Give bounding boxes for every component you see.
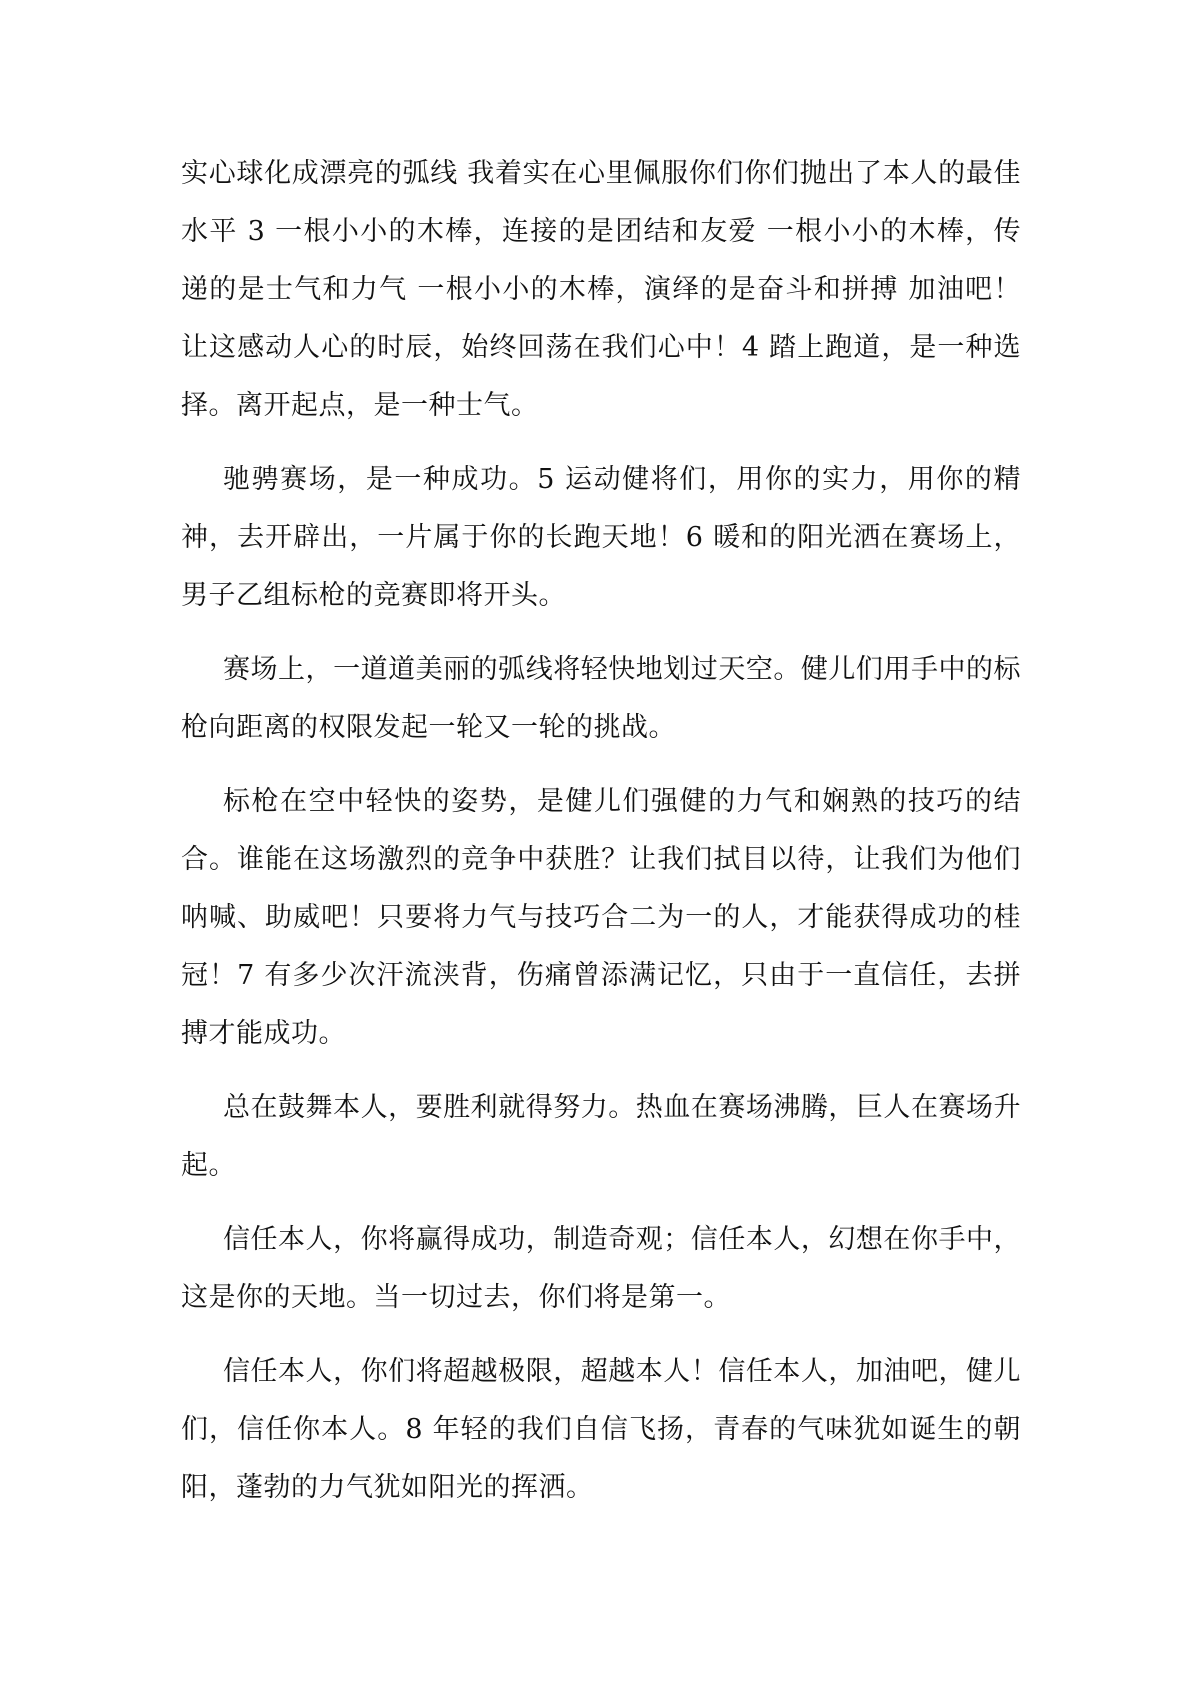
paragraph-6: 信任本人，你将赢得成功，制造奇观；信任本人，幻想在你手中，这是你的天地。当一切过去，你们将是第一。 [181, 1224, 1021, 1313]
paragraph-5: 总在鼓舞本人，要胜利就得努力。热血在赛场沸腾，巨人在赛场升起。 [181, 1092, 1021, 1181]
paragraph-3: 赛场上，一道道美丽的弧线将轻快地划过天空。健儿们用手中的标枪向距离的权限发起一轮又一轮的挑战。 [181, 654, 1021, 743]
paragraph-7: 信任本人，你们将超越极限，超越本人！信任本人，加油吧，健儿们，信任你本人。8 年轻的我们自信飞扬，青春的气味犹如诞生的朝阳，蓬勃的力气犹如阳光的挥洒。 [181, 1356, 1021, 1503]
paragraph-2: 驰骋赛场，是一种成功。5 运动健将们，用你的实力，用你的精神，去开辟出，一片属于你的长跑天地！6 暖和的阳光洒在赛场上，男子乙组标枪的竞赛即将开头。 [181, 464, 1021, 611]
document-body [181, 145, 1021, 1533]
paragraph-1: 实心球化成漂亮的弧线 我着实在心里佩服你们你们抛出了本人的最佳水平 3 一根小小的木棒，连接的是团结和友爱 一根小小的木棒，传递的是士气和力气 一根小小的木棒，演绎的是奋斗和拼搏 加油吧！让这感动人心的时辰，始终回荡在我们心中！4 踏上跑道，是一种选择。离开起点，是一种士气。 [181, 158, 1021, 421]
paragraph-4: 标枪在空中轻快的姿势，是健儿们强健的力气和娴熟的技巧的结合。谁能在这场激烈的竞争中获胜？让我们拭目以待，让我们为他们呐喊、助威吧！只要将力气与技巧合二为一的人，才能获得成功的桂冠！7 有多少次汗流浃背，伤痛曾添满记忆，只由于一直信任，去拼搏才能成功。 [181, 786, 1021, 1049]
